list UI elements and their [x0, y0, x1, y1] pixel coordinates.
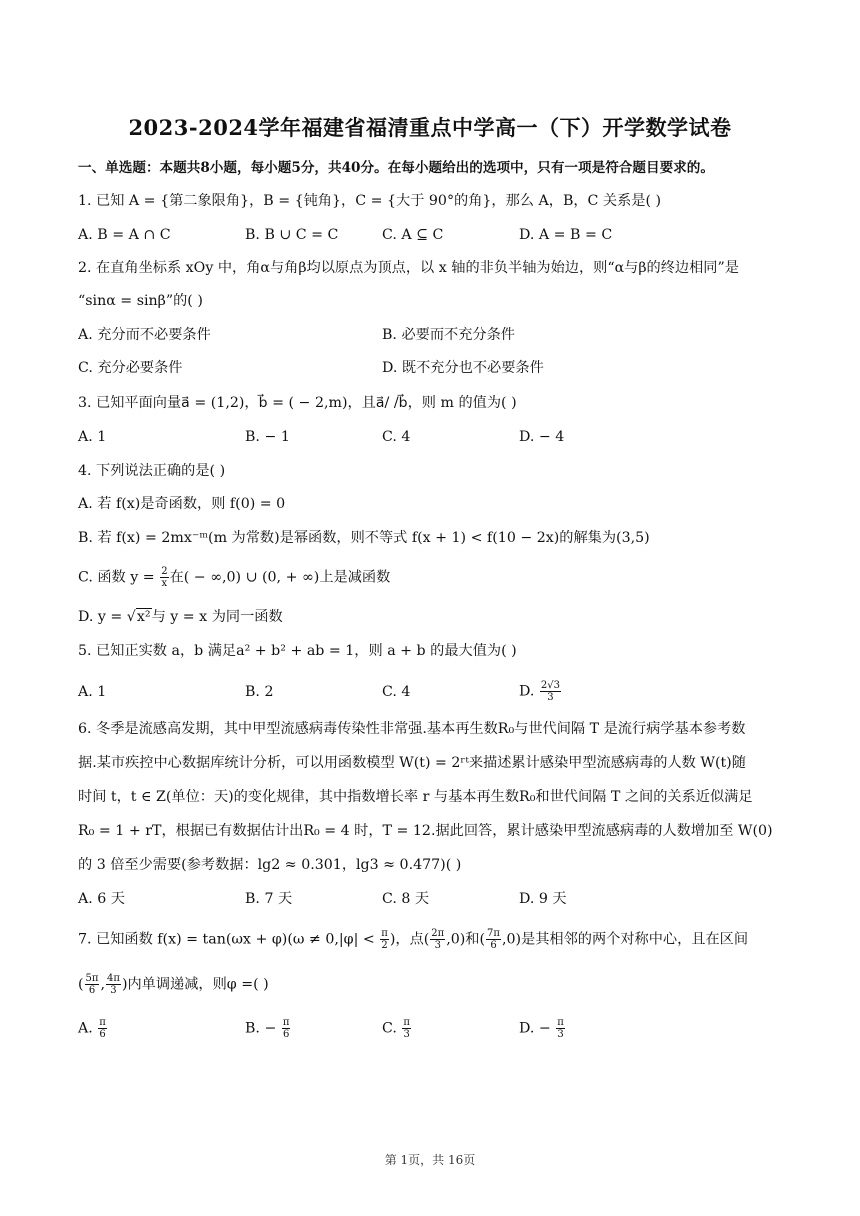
q4-option-c-suffix: 在( − ∞,0) ∪ (0, + ∞)上是减函数 — [169, 569, 391, 586]
fraction-denominator: x — [161, 578, 168, 589]
q5-option-c: C. 4 — [382, 684, 411, 700]
fraction — [282, 1017, 291, 1040]
fraction-denominator: 3 — [557, 1029, 564, 1040]
fraction-numerator: π — [99, 1017, 106, 1028]
q4-option-d-prefix: D. y = √ — [78, 609, 136, 625]
question-1-stem: 1. 已知 A = {第二象限角}，B = {钝角}，C = {大于 90°的角}，那么 A，B，C 关系是( ) — [78, 193, 662, 209]
question-6-line5: 的 3 倍至少需要(参考数据：lg2 ≈ 0.301，lg3 ≈ 0.477)( ) — [78, 857, 462, 873]
fraction — [402, 1017, 411, 1040]
fraction-numerator: π — [403, 1017, 410, 1028]
fraction-numerator: 2π — [431, 928, 445, 939]
page-footer: 第 1页，共 16页 — [384, 1153, 476, 1167]
q1-option-d: D. A = B = C — [519, 227, 613, 243]
q7-text: ,0)是其相邻的两个对称中心，且在区间 — [501, 931, 749, 948]
q1-option-c: C. A ⊆ C — [382, 227, 444, 243]
q5-option-d — [519, 680, 562, 703]
question-5-stem: 5. 已知正实数 a，b 满足a² + b² + ab = 1，则 a + b 的最大值为( ) — [78, 643, 517, 659]
option-prefix: C. — [382, 1020, 402, 1037]
fraction — [85, 973, 100, 996]
fraction — [486, 928, 501, 951]
q3-option-d: D. − 4 — [519, 429, 565, 445]
q4-option-d-suffix: 与 y = x 为同一函数 — [151, 609, 283, 625]
question-6-line1: 6. 冬季是流感高发期，其中甲型流感病毒传染性非常强.基本再生数R₀与世代间隔 T 是流行病学基本参考数 — [78, 721, 746, 737]
fraction — [556, 1017, 565, 1040]
fraction — [106, 973, 121, 996]
q2-option-d: D. 既不充分也不必要条件 — [382, 360, 544, 376]
fraction-numerator: π — [282, 1017, 290, 1028]
q7-text: , — [100, 976, 105, 993]
q6-option-b: B. 7 天 — [245, 891, 293, 907]
question-6-line3: 时间 t，t ∈ Z(单位：天)的变化规律，其中指数增长率 r 与基本再生数R₀和世代间隔 T 之间的关系近似满足 — [78, 789, 753, 805]
option-prefix: A. — [78, 1020, 98, 1037]
q4-option-b: B. 若 f(x) = 2mx⁻ᵐ(m 为常数)是幂函数，则不等式 f(x + 1) < f(10 − 2x)的解集为(3,5) — [78, 530, 650, 546]
q7-option-a — [78, 1017, 108, 1040]
q5-option-d-prefix: D. — [519, 683, 539, 700]
question-2-stem-line1: 2. 在直角坐标系 xOy 中，角α与角β均以原点为顶点，以 x 轴的非负半轴为始边，则“α与β的终边相同”是 — [78, 260, 739, 276]
q1-option-a: A. B = A ∩ C — [78, 227, 171, 243]
q5-option-b: B. 2 — [245, 684, 274, 700]
option-prefix: B. − — [245, 1020, 281, 1037]
question-7-line2 — [78, 973, 269, 996]
fraction-denominator: 6 — [99, 1029, 106, 1040]
fraction-denominator: 6 — [88, 985, 96, 996]
fraction-denominator: 6 — [282, 1029, 290, 1040]
fraction-numerator: 2 — [161, 566, 168, 577]
fraction-numerator: 2√3 — [540, 680, 560, 691]
radicand: x² — [136, 609, 151, 625]
fraction — [540, 680, 561, 703]
q4-option-c — [78, 566, 390, 589]
fraction-denominator: 2 — [381, 940, 388, 951]
fraction — [98, 1017, 107, 1040]
q7-text: ,0)和( — [446, 931, 486, 948]
q7-option-c — [382, 1017, 412, 1040]
question-2-stem-line2: “sinα = sinβ”的( ) — [78, 293, 203, 309]
q6-option-d: D. 9 天 — [519, 891, 567, 907]
question-6-line4: R₀ = 1 + rT，根据已有数据估计出R₀ = 4 时，T = 12.据此回答，累计感染甲型流感病毒的人数增加至 W(0) — [78, 823, 773, 839]
q3-option-c: C. 4 — [382, 429, 411, 445]
q6-option-a: A. 6 天 — [78, 891, 125, 907]
question-4-stem: 4. 下列说法正确的是( ) — [78, 463, 226, 479]
fraction-denominator: 3 — [110, 985, 117, 996]
q5-option-a: A. 1 — [78, 684, 107, 700]
fraction-denominator: 3 — [403, 1029, 410, 1040]
page-title: 2023-2024学年福建省福清重点中学高一（下）开学数学试卷 — [128, 115, 732, 140]
q7-text: ( — [78, 976, 84, 993]
fraction-numerator: π — [557, 1017, 564, 1028]
q3-option-a: A. 1 — [78, 429, 107, 445]
q7-text: )内单调递减，则φ =( ) — [121, 976, 269, 993]
q1-option-b: B. B ∪ C = C — [245, 227, 339, 243]
q4-option-d — [78, 607, 283, 627]
q7-option-d — [519, 1017, 566, 1040]
q4-option-a: A. 若 f(x)是奇函数，则 f(0) = 0 — [78, 496, 286, 512]
fraction-denominator: 3 — [547, 692, 554, 703]
fraction-numerator: 7π — [487, 928, 500, 939]
q7-option-b — [245, 1017, 291, 1040]
fraction-denominator: 6 — [490, 940, 497, 951]
fraction-numerator: 5π — [85, 973, 99, 984]
q4-option-c-prefix: C. 函数 y = — [78, 569, 160, 586]
question-7-line1 — [78, 928, 748, 951]
question-3-stem: 3. 已知平面向量a⃗ = (1,2)，b⃗ = ( − 2,m)，且a⃗/ /b⃗，则 m 的值为( ) — [78, 395, 517, 411]
q3-option-b: B. − 1 — [245, 429, 290, 445]
q2-option-a: A. 充分而不必要条件 — [78, 327, 211, 343]
q2-option-c: C. 充分必要条件 — [78, 360, 183, 376]
question-6-line2: 据.某市疾控中心数据库统计分析，可以用函数模型 W(t) = 2ʳᵗ来描述累计感染甲型流感病毒的人数 W(t)随 — [78, 755, 746, 771]
option-prefix: D. − — [519, 1020, 556, 1037]
fraction — [430, 928, 445, 951]
q2-option-b: B. 必要而不充分条件 — [382, 327, 515, 343]
section-heading: 一、单选题：本题共8小题，每小题5分，共40分。在每小题给出的选项中，只有一项是符合题目要求的。 — [78, 160, 714, 176]
fraction — [160, 566, 168, 589]
fraction — [380, 928, 389, 951]
fraction-numerator: π — [381, 928, 388, 939]
fraction-numerator: 4π — [107, 973, 120, 984]
q6-option-c: C. 8 天 — [382, 891, 430, 907]
q7-text: )，点( — [389, 931, 430, 948]
fraction-denominator: 3 — [434, 940, 441, 951]
q7-text: 7. 已知函数 f(x) = tan(ωx + φ)(ω ≠ 0,|φ| < — [78, 931, 380, 948]
